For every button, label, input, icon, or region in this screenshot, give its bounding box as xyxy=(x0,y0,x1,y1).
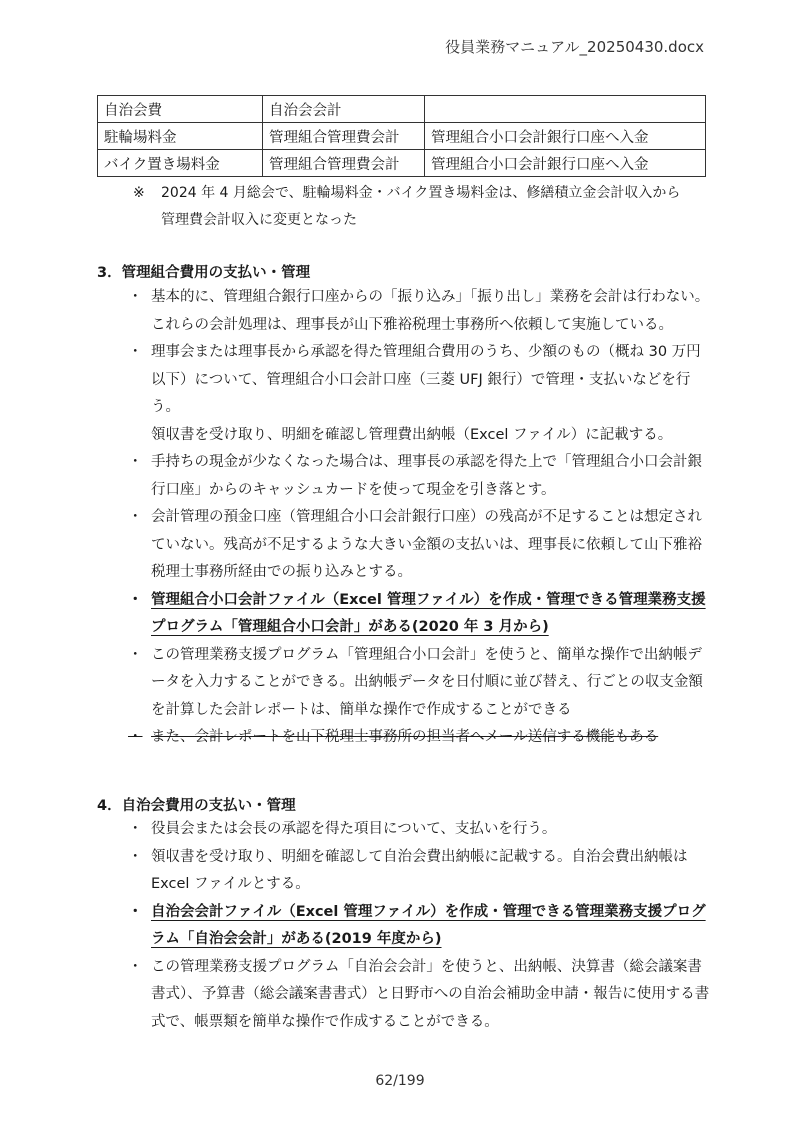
table-cell: バイク置き場料金 xyxy=(98,150,263,177)
table-row xyxy=(98,96,706,123)
list-item-text: また、会計レポートを山下税理士事務所の担当者へメール送信する機能もある xyxy=(151,729,659,745)
bullet-mark: ・ xyxy=(128,289,143,305)
list-item xyxy=(120,587,710,642)
table-cell: 管理組合管理費会計 xyxy=(263,123,425,150)
list-item xyxy=(120,724,710,752)
list-item-text: 領収書を受け取り、明細を確認して自治会費出納帳に記載する。自治会費出納帳は Excel ファイルとする。 xyxy=(151,848,688,892)
note-line: 管理費会計収入に変更となった xyxy=(161,212,357,228)
bullet-mark: ・ xyxy=(128,344,143,360)
bullet-mark: ・ xyxy=(128,848,143,865)
list-item-text: 基本的に、管理組合銀行口座からの「振り込み」「振り出し」業務を会計は行わない。これらの会計処理は、理事長が山下雅裕税理士事務所へ依頼して実施している。 xyxy=(151,289,710,333)
section-title: 4．自治会費用の支払い・管理 xyxy=(97,798,296,814)
table-row xyxy=(98,123,706,150)
list-item-text: 理事会または理事長から承認を得た管理組合費用のうち、少額のもの（概ね 30 万円以下）について、管理組合小口会計口座（三菱 UFJ 銀行）で管理・支払いなどを行う。 xyxy=(151,344,701,415)
bullet-mark: ・ xyxy=(128,958,143,975)
table-cell: 管理組合管理費会計 xyxy=(263,150,425,177)
list-item-text: この管理業務支援プログラム「管理組合小口会計」を使うと、簡単な操作で出納帳データを入力することができる。出納帳データを日付順に並び替え、行ごとの収支金額を計算した会計レポートは、簡単な操作で作成することができる xyxy=(151,646,703,718)
document-filename: 役員業務マニュアル_20250430.docx xyxy=(445,38,704,56)
list-item-text: 役員会または会長の承認を得た項目について、支払いを行う。 xyxy=(151,821,557,837)
fee-table xyxy=(97,95,706,177)
list-item-subtext: 領収書を受け取り、明細を確認し管理費出納帳（Excel ファイル）に記載する。 xyxy=(151,426,673,443)
list-item xyxy=(120,284,710,339)
list-item xyxy=(120,954,710,1037)
bullet-mark: ・ xyxy=(128,821,143,837)
note-line: 2024 年 4 月総会で、駐輪場料金・バイク置き場料金は、修繕積立金会計収入から xyxy=(161,185,681,201)
table-cell xyxy=(425,96,706,123)
note xyxy=(133,180,703,234)
table-cell: 管理組合小口会計銀行口座へ入金 xyxy=(425,150,706,177)
note-mark: ※ xyxy=(133,185,145,201)
table-cell: 駐輪場料金 xyxy=(98,123,263,150)
table-row xyxy=(98,150,706,177)
bullet-mark: ・ xyxy=(128,591,143,608)
table-cell: 自治会費 xyxy=(98,96,263,123)
list-item-text: 会計管理の預金口座（管理組合小口会計銀行口座）の残高が不足することは想定されていない。残高が不足するような大きい金額の支払いは、理事長に依頼して山下雅裕税理士事務所経由での振り込みとする。 xyxy=(151,509,702,580)
list-item xyxy=(120,642,710,725)
page-number: 62/199 xyxy=(375,1073,425,1089)
list-item xyxy=(120,899,710,954)
section-title: 3．管理組合費用の支払い・管理 xyxy=(97,265,311,281)
list-item-text: 手持ちの現金が少なくなった場合は、理事長の承認を得た上で「管理組合小口会計銀行口座」からのキャッシュカードを使って現金を引き落とす。 xyxy=(151,454,702,498)
list-item xyxy=(120,339,710,449)
bullet-mark: ・ xyxy=(128,454,143,470)
table-cell: 自治会会計 xyxy=(263,96,425,123)
bullet-mark: ・ xyxy=(128,729,143,745)
list-item xyxy=(120,449,710,504)
bullet-mark: ・ xyxy=(128,903,143,920)
list-item xyxy=(120,844,710,899)
bullet-list xyxy=(120,284,710,752)
bullet-mark: ・ xyxy=(128,646,143,663)
bullet-list xyxy=(120,816,710,1036)
table-cell: 管理組合小口会計銀行口座へ入金 xyxy=(425,123,706,150)
list-item-text: 管理組合小口会計ファイル（Excel 管理ファイル）を作成・管理できる管理業務支援プログラム「管理組合小口会計」がある(2020 年 3 月から) xyxy=(151,591,706,635)
list-item xyxy=(120,504,710,587)
list-item-text: この管理業務支援プログラム「自治会会計」を使うと、出納帳、決算書（総会議案書書式）、予算書（総会議案書書式）と日野市への自治会補助金申請・報告に使用する書式で、帳票類を簡単な操作で作成することができる。 xyxy=(151,958,710,1030)
list-item-text: 自治会会計ファイル（Excel 管理ファイル）を作成・管理できる管理業務支援プログラム「自治会会計」がある(2019 年度から) xyxy=(151,903,706,947)
list-item xyxy=(120,816,710,844)
bullet-mark: ・ xyxy=(128,509,143,525)
